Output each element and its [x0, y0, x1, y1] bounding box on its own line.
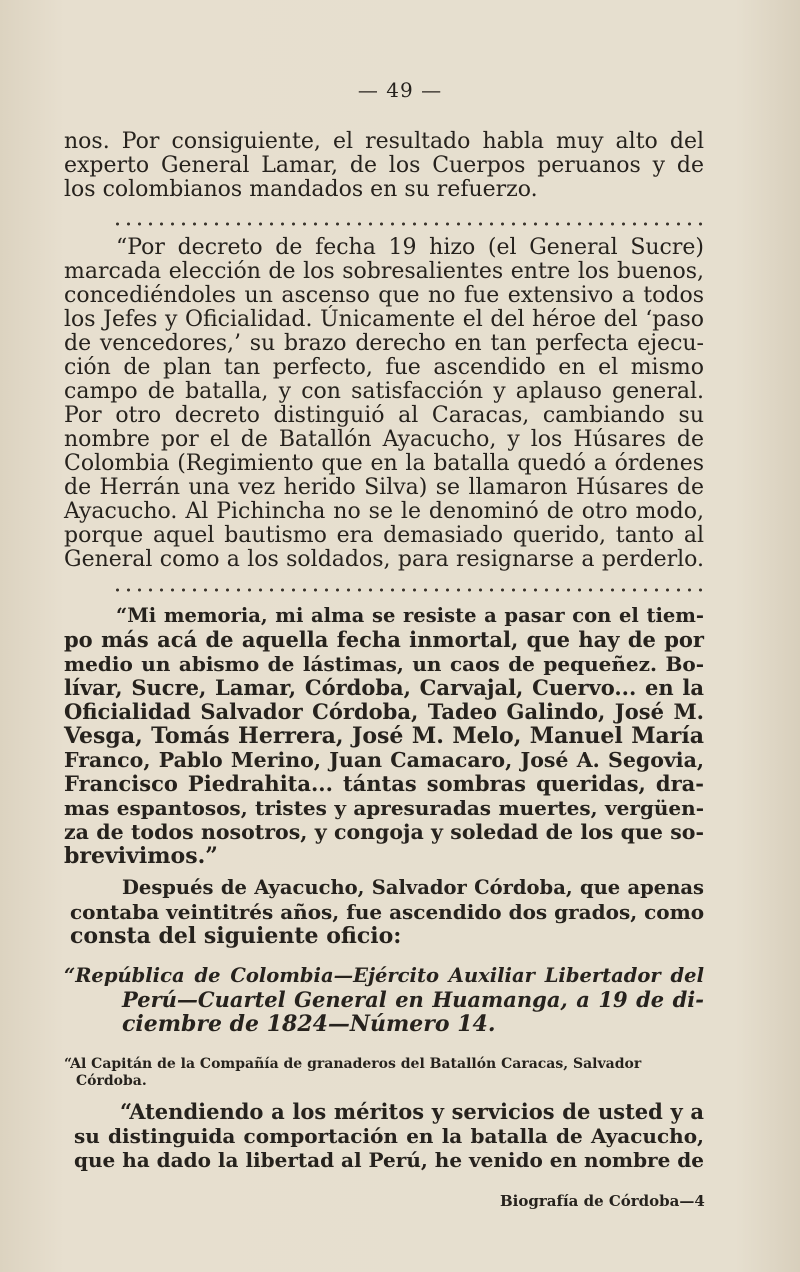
text-line: que ha dado la libertad al Perú, he venido en nombre de — [74, 1148, 704, 1172]
text-line: de vencedores,’ su brazo derecho en tan perfecta ejecu- — [64, 331, 704, 356]
paragraph-1 — [64, 130, 704, 202]
text-line: Oficialidad Salvador Córdoba, Tadeo Galindo, José M. — [64, 699, 704, 724]
text-line: Perú—Cuartel General en Huamanga, a 19 de di- — [122, 987, 704, 1012]
text-line: ciembre de 1824—Número 14. — [122, 1011, 496, 1037]
text-line: Por otro decreto distinguió al Caracas, cambiando su — [64, 403, 704, 428]
letter-addressee — [64, 1056, 714, 1090]
text-line: lívar, Sucre, Lamar, Córdoba, Carvajal, Cuervo... en la — [64, 675, 704, 700]
text-line: nombre por el de Batallón Ayacucho, y los Húsares de — [64, 427, 704, 452]
text-line: Franco, Pablo Merino, Juan Camacaro, José A. Segovia, — [64, 748, 704, 772]
text-line: brevivimos.” — [64, 843, 218, 869]
text-line: “República de Colombia—Ejército Auxiliar Libertador del — [64, 964, 704, 987]
text-line: Ayacucho. Al Pichincha no se le denominó de otro modo, — [64, 499, 704, 524]
paragraph-2 — [64, 236, 704, 572]
text-line: contaba veintitrés años, fue ascendido dos grados, como — [70, 900, 705, 924]
text-line: nos. Por consiguiente, el resultado habla muy alto del — [64, 129, 704, 154]
text-line: po más acá de aquella fecha inmortal, que hay de por — [64, 627, 704, 652]
text-line: su distinguida comportación en la batalla de Ayacucho, — [74, 1124, 704, 1148]
letter-heading — [64, 964, 704, 1036]
paragraph-7 — [74, 1100, 704, 1172]
text-line: “Mi memoria, mi alma se resiste a pasar con el tiem- — [116, 604, 704, 627]
text-line: de Herrán una vez herido Silva) se llamaron Húsares de — [64, 475, 704, 500]
text-line: “Atendiendo a los méritos y servicios de usted y a — [120, 1099, 704, 1124]
text-line: consta del siguiente oficio: — [70, 923, 402, 949]
page-number: — 49 — — [357, 78, 443, 102]
text-line: concediéndoles un ascenso que no fue extensivo a todos — [64, 283, 704, 308]
text-line: experto General Lamar, de los Cuerpos peruanos y de — [64, 153, 704, 178]
ellipsis-divider — [112, 588, 702, 592]
text-line: “Al Capitán de la Compañía de granaderos del Batallón Caracas, Salvador — [64, 1056, 642, 1072]
paragraph-3 — [64, 604, 704, 868]
text-line: marcada elección de los sobresalientes entre los buenos, — [64, 259, 704, 284]
text-line: Después de Ayacucho, Salvador Córdoba, que apenas — [122, 876, 704, 899]
text-line: los Jefes y Oficialidad. Únicamente el del héroe del ‘paso — [64, 307, 704, 332]
text-line: “Por decreto de fecha 19 hizo (el General Sucre) — [116, 235, 704, 260]
text-line: Vesga, Tomás Herrera, José M. Melo, Manuel María — [64, 723, 704, 749]
text-line: za de todos nosotros, y congoja y soledad de los que so- — [64, 820, 704, 844]
text-line: porque aquel bautismo era demasiado querido, tanto al — [64, 523, 704, 548]
text-line: Colombia (Regimiento que en la batalla quedó a órdenes — [64, 451, 704, 476]
text-line: ción de plan tan perfecto, fue ascendido en el mismo — [64, 355, 704, 380]
page-footer: Biografía de Córdoba—4 — [500, 1192, 705, 1210]
text-line: medio un abismo de lástimas, un caos de pequeñez. Bo- — [64, 652, 704, 676]
text-line: General como a los soldados, para resignarse a perderlo. — [64, 547, 704, 572]
paragraph-4 — [64, 876, 704, 948]
text-line: Francisco Piedrahita... tántas sombras queridas, dra- — [64, 771, 704, 796]
ellipsis-divider — [112, 222, 702, 226]
text-line: los colombianos mandados en su refuerzo. — [64, 177, 538, 202]
text-line: mas espantosos, tristes y apresuradas muertes, vergüen- — [64, 796, 704, 820]
text-line: campo de batalla, y con satisfacción y aplauso general. — [64, 379, 704, 404]
text-line: Córdoba. — [76, 1073, 147, 1089]
